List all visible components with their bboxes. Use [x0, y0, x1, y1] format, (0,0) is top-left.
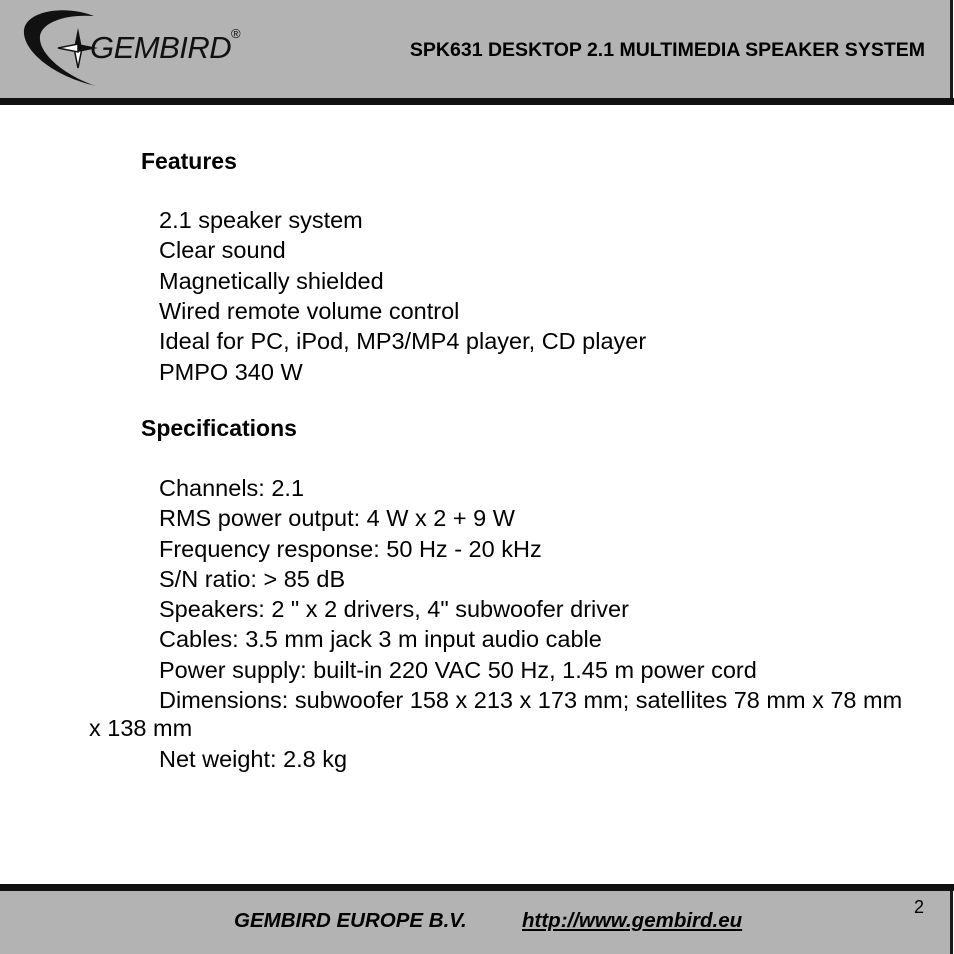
header-divider — [0, 98, 954, 105]
registered-mark: ® — [231, 26, 241, 41]
feature-item: Ideal for PC, iPod, MP3/MP4 player, CD player — [159, 328, 647, 354]
spec-item: Frequency response: 50 Hz - 20 kHz — [159, 536, 542, 562]
spec-item: S/N ratio: > 85 dB — [159, 566, 346, 592]
specifications-heading: Specifications — [141, 415, 297, 441]
logo-wordmark: GEMBIRD — [90, 30, 232, 65]
spec-item: Speakers: 2 " x 2 drivers, 4" subwoofer driver — [159, 596, 629, 622]
page-header — [0, 0, 953, 98]
spec-item: Power supply: built-in 220 VAC 50 Hz, 1.45 m power cord — [159, 657, 757, 683]
spec-item: Channels: 2.1 — [159, 475, 305, 501]
website-link[interactable]: http://www.gembird.eu — [522, 909, 743, 932]
feature-item: PMPO 340 W — [159, 359, 303, 385]
feature-item: Wired remote volume control — [159, 298, 460, 324]
spec-item: RMS power output: 4 W x 2 + 9 W — [159, 505, 515, 531]
features-heading: Features — [141, 148, 237, 174]
feature-item: Clear sound — [159, 237, 286, 263]
spec-item: Net weight: 2.8 kg — [159, 746, 348, 772]
page-number: 2 — [914, 897, 925, 917]
company-name: GEMBIRD EUROPE B.V. — [234, 909, 467, 932]
gembird-logo — [22, 6, 262, 92]
feature-item: Magnetically shielded — [159, 268, 384, 294]
footer-divider — [0, 884, 954, 891]
page-footer — [0, 891, 953, 954]
document-title: SPK631 DESKTOP 2.1 MULTIMEDIA SPEAKER SYSTEM — [409, 39, 925, 61]
spec-item: Cables: 3.5 mm jack 3 m input audio cable — [159, 626, 602, 652]
feature-item: 2.1 speaker system — [159, 207, 363, 233]
spec-item: Dimensions: subwoofer 158 x 213 x 173 mm; satellites 78 mm x 78 mm x 138 mm — [89, 687, 903, 741]
